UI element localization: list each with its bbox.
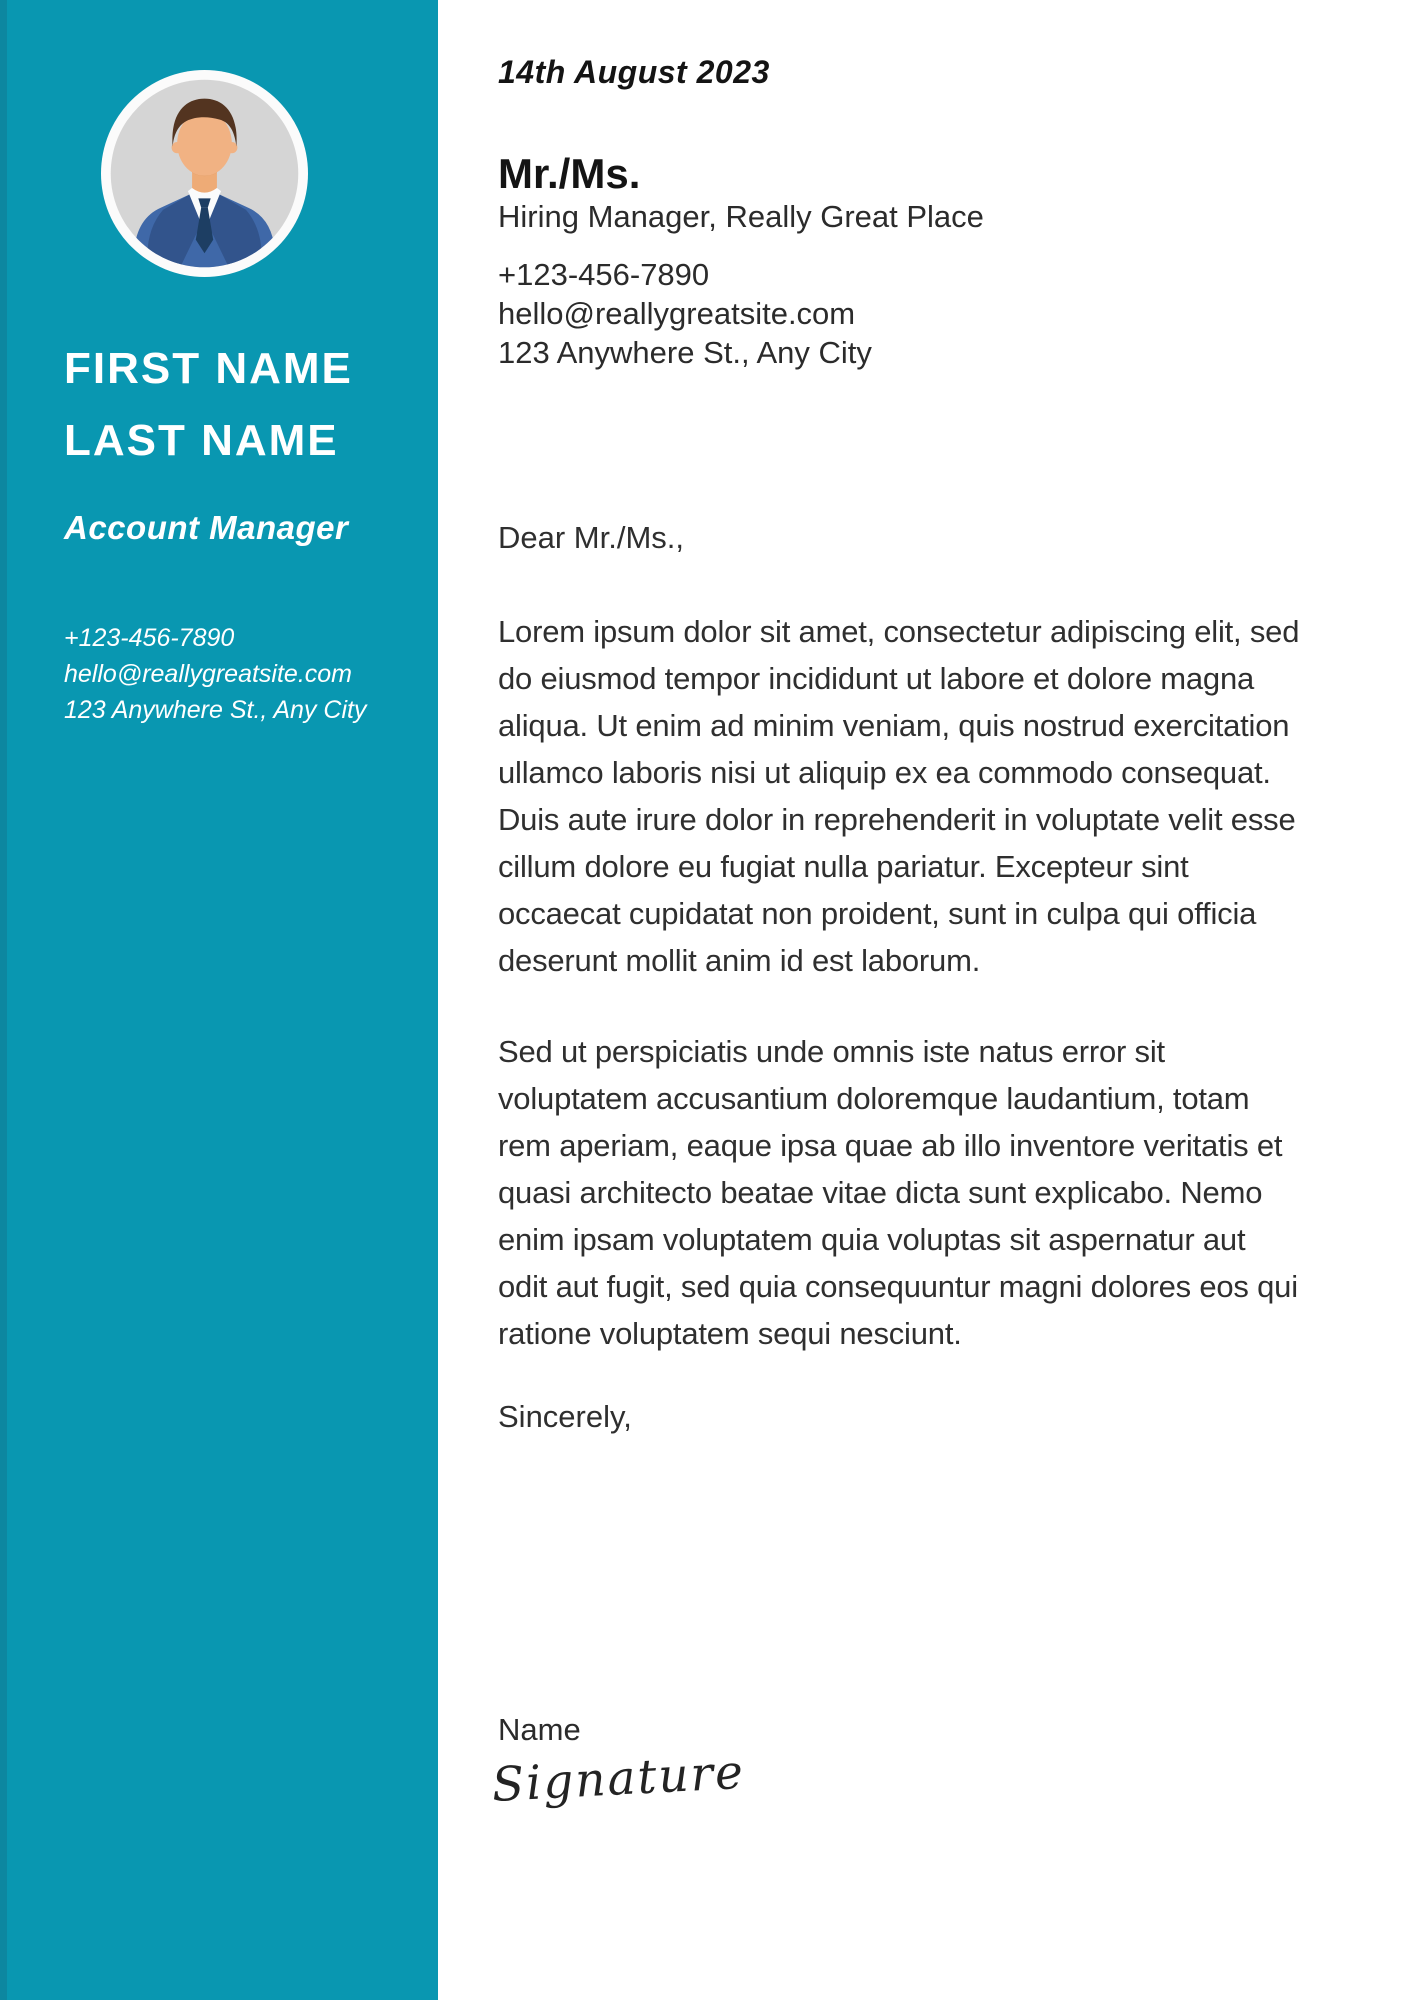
sidebar-phone: +123-456-7890 <box>64 624 235 652</box>
letter-date: 14th August 2023 <box>498 54 770 90</box>
paragraph-2-line: odit aut fugit, sed quia consequuntur magni dolores eos qui <box>498 1269 1298 1304</box>
recipient-title: Mr./Ms. <box>498 150 641 197</box>
signature-script: Signature <box>490 1744 747 1813</box>
paragraph-1-line: Duis aute irure dolor in reprehenderit in voluptate velit esse <box>498 802 1296 837</box>
recipient-address: 123 Anywhere St., Any City <box>498 335 872 370</box>
sidebar-email: hello@reallygreatsite.com <box>64 660 353 688</box>
paragraph-2-line: rem aperiam, eaque ipsa quae ab illo inventore veritatis et <box>498 1128 1283 1163</box>
signer-name-label: Name <box>498 1712 581 1747</box>
recipient-phone: +123-456-7890 <box>498 257 710 292</box>
sidebar-edge-stripe <box>0 0 7 2000</box>
paragraph-1-line: do eiusmod tempor incididunt ut labore et dolore magna <box>498 661 1255 696</box>
businessman-avatar-icon <box>101 70 308 277</box>
job-title: Account Manager <box>64 509 349 546</box>
paragraph-1-line: cillum dolore eu fugiat nulla pariatur. Excepteur sint <box>498 849 1189 884</box>
paragraph-2-line: Sed ut perspiciatis unde omnis iste natus error sit <box>498 1034 1165 1069</box>
paragraph-1-line: aliqua. Ut enim ad minim veniam, quis nostrud exercitation <box>498 708 1290 743</box>
first-name: FIRST NAME <box>64 344 353 393</box>
paragraph-1-line: Lorem ipsum dolor sit amet, consectetur adipiscing elit, sed <box>498 614 1300 649</box>
last-name: LAST NAME <box>64 416 339 465</box>
paragraph-2-line: voluptatem accusantium doloremque laudantium, totam <box>498 1081 1250 1116</box>
paragraph-2-line: quasi architecto beatae vitae dicta sunt explicabo. Nemo <box>498 1175 1263 1210</box>
salutation: Dear Mr./Ms., <box>498 520 685 555</box>
closing: Sincerely, <box>498 1399 632 1434</box>
sidebar-contact <box>64 620 366 728</box>
paragraph-1-line: occaecat cupidatat non proident, sunt in culpa qui officia <box>498 896 1257 931</box>
recipient-contact <box>498 255 872 372</box>
avatar <box>101 70 308 277</box>
paragraph-1-line: ullamco laboris nisi ut aliquip ex ea commodo consequat. <box>498 755 1271 790</box>
paragraph-2 <box>498 1028 1298 1357</box>
paragraph-2-line: ratione voluptatem sequi nesciunt. <box>498 1316 962 1351</box>
sidebar <box>0 0 438 2000</box>
recipient-subtitle: Hiring Manager, Really Great Place <box>498 199 984 234</box>
profile-name <box>64 333 353 477</box>
paragraph-1-line: deserunt mollit anim id est laborum. <box>498 943 981 978</box>
paragraph-2-line: enim ipsam voluptatem quia voluptas sit aspernatur aut <box>498 1222 1246 1257</box>
paragraph-1 <box>498 608 1299 984</box>
recipient-email: hello@reallygreatsite.com <box>498 296 856 331</box>
sidebar-address: 123 Anywhere St., Any City <box>64 696 367 724</box>
